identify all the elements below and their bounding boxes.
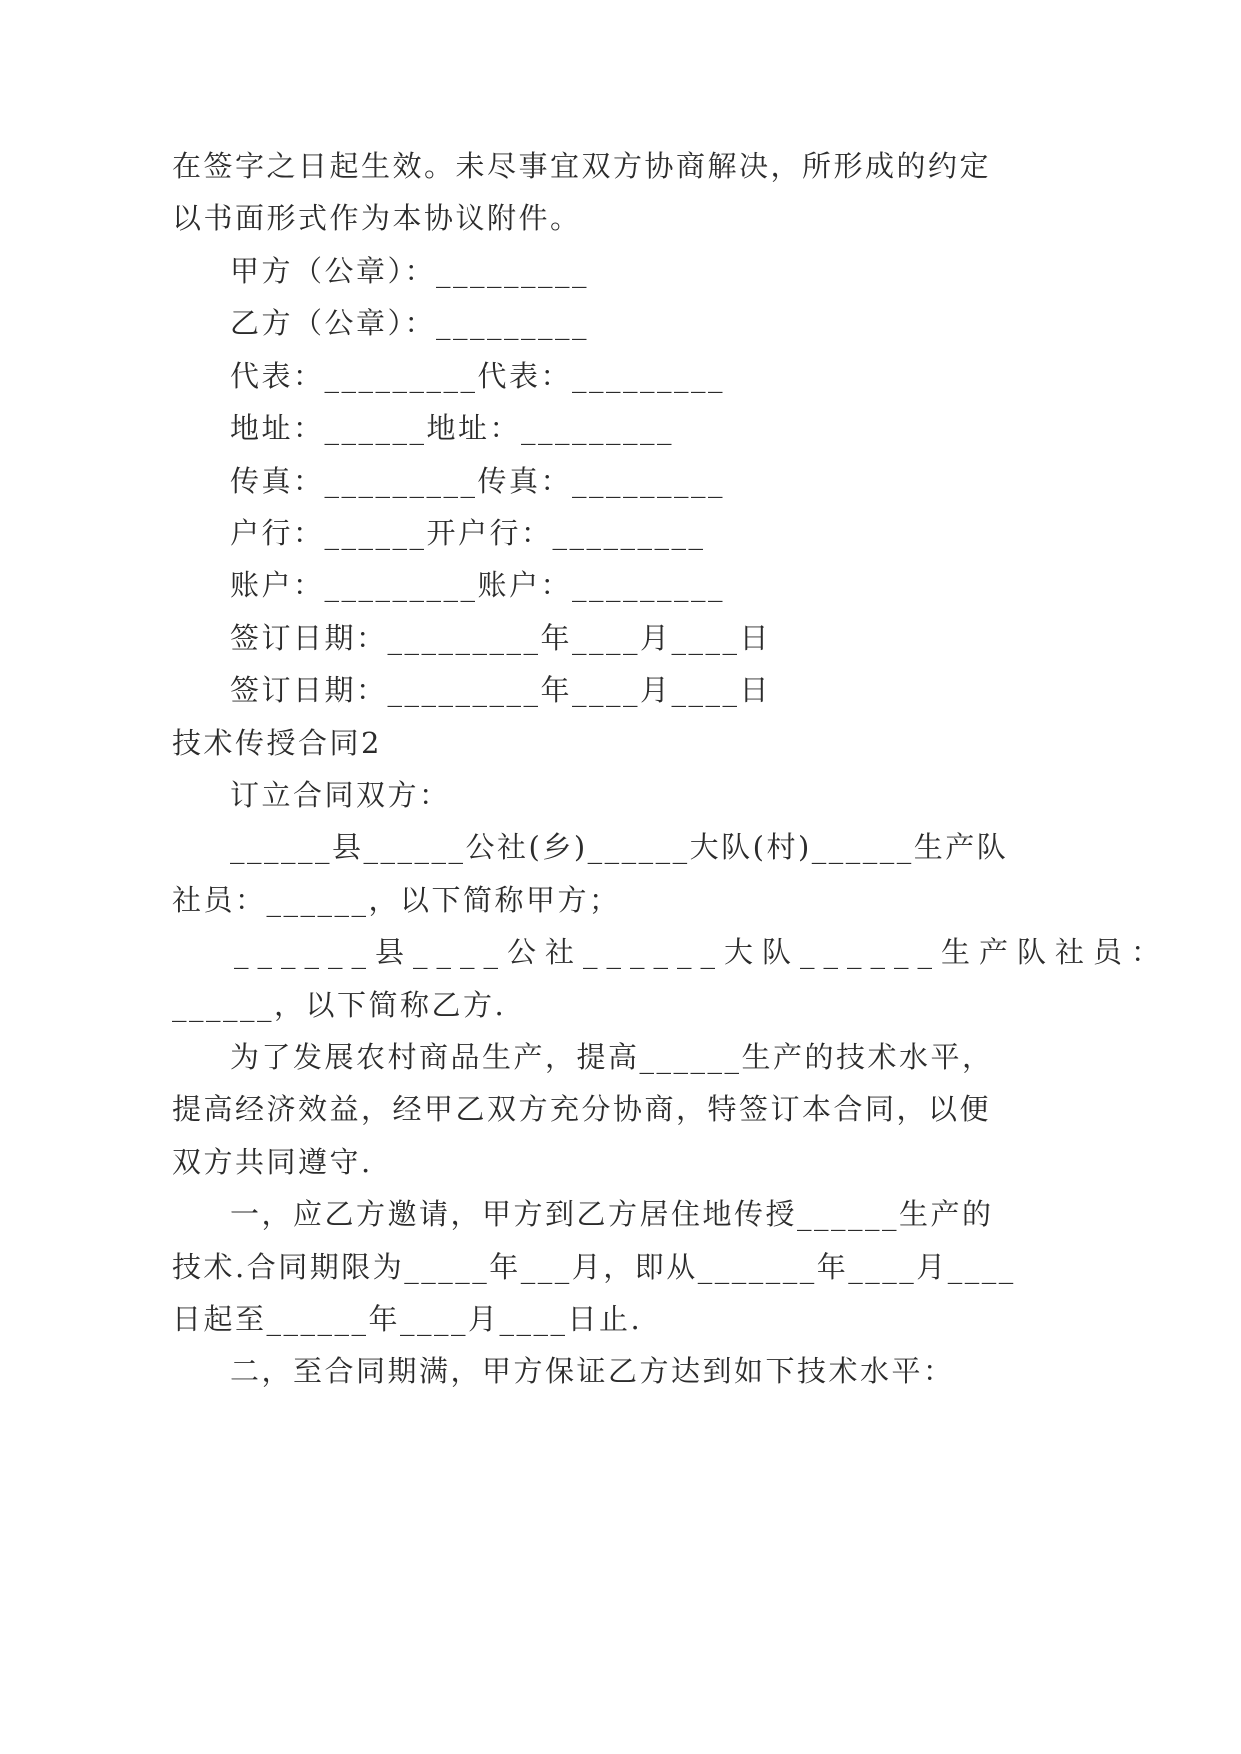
party-a-seal-line: 甲方（公章）：_________	[230, 254, 590, 288]
clause-two-line: 二，至合同期满，甲方保证乙方达到如下技术水平：	[230, 1354, 955, 1388]
paragraph-line: ______县______公社(乡)______大队(村)______生产队	[230, 830, 1009, 864]
account-line: 账户：_________账户：_________	[230, 568, 726, 602]
paragraph-line: 社员：______，以下简称甲方；	[172, 883, 621, 917]
paragraph-line: 在签字之日起生效。未尽事宜双方协商解决，所形成的约定	[172, 149, 992, 183]
paragraph-line: ______县____公社______大队______生产队社员：	[234, 935, 1170, 969]
paragraph-line: ______，以下简称乙方.	[172, 988, 507, 1022]
paragraph-line: 双方共同遵守.	[172, 1145, 373, 1179]
clause-one-line: 日起至______年____月____日止.	[172, 1302, 643, 1336]
clause-one-line: 技术.合同期限为_____年___月，即从_______年____月____	[172, 1250, 1016, 1284]
party-b-seal-line: 乙方（公章）：_________	[230, 306, 590, 340]
representative-line: 代表：_________代表：_________	[230, 359, 726, 393]
clause-one-line: 一，应乙方邀请，甲方到乙方居住地传授______生产的	[230, 1197, 994, 1231]
address-line: 地址：______地址：_________	[230, 411, 675, 445]
signing-date-line: 签订日期：_________年____月____日	[230, 673, 772, 707]
fax-line: 传真：_________传真：_________	[230, 464, 726, 498]
contract-title: 技术传授合同2	[172, 726, 382, 760]
paragraph-line: 提高经济效益，经甲乙双方充分协商，特签订本合同，以便	[172, 1092, 992, 1126]
paragraph-line: 以书面形式作为本协议附件。	[172, 201, 582, 235]
signing-date-line: 签订日期：_________年____月____日	[230, 621, 772, 655]
paragraph-line: 订立合同双方：	[230, 778, 451, 812]
paragraph-line: 为了发展农村商品生产，提高______生产的技术水平，	[230, 1040, 994, 1074]
bank-line: 户行：______开户行：_________	[230, 516, 706, 550]
